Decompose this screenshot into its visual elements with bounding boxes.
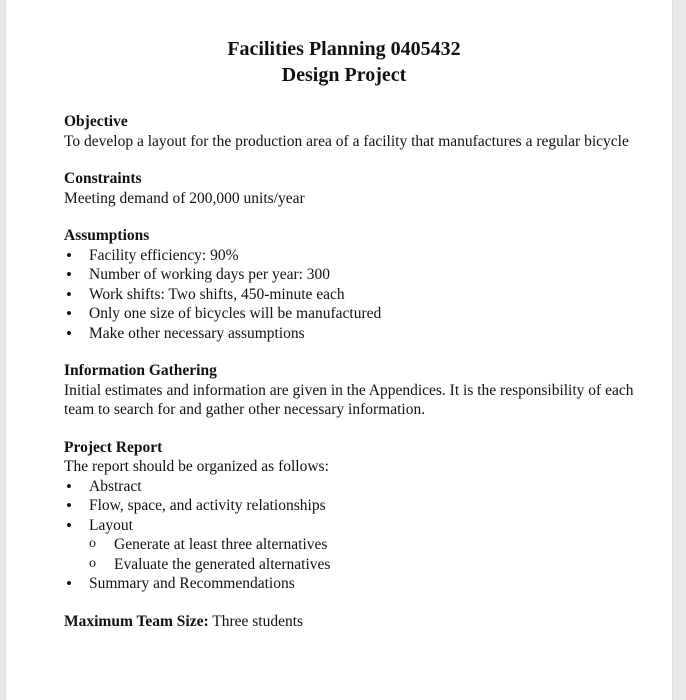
constraints-section: [64, 169, 644, 208]
information-heading: Information Gathering: [64, 362, 217, 379]
list-item: • Work shifts: Two shifts, 450-minute each: [64, 285, 644, 305]
team-size-value: Three students: [212, 612, 304, 630]
sub-list-item: o Evaluate the generated alternatives: [89, 555, 644, 575]
layout-sublist: [89, 535, 644, 574]
list-item: • Number of working days per year: 300: [64, 265, 644, 285]
report-section: [64, 438, 644, 594]
team-size-label: Maximum Team Size:: [64, 612, 209, 630]
objective-section: [64, 112, 644, 151]
list-item: • Facility efficiency: 90%: [64, 246, 644, 266]
list-item: • Make other necessary assumptions: [64, 324, 644, 344]
information-text: Initial estimates and information are given in the Appendices. It is the responsibility of each team to search for and gather other necessary information.: [64, 381, 634, 418]
objective-text: To develop a layout for the production area of a facility that manufactures a regular bicycle: [64, 132, 629, 150]
list-item-layout: [64, 516, 644, 575]
report-heading: Project Report: [64, 438, 163, 456]
title-line-2: Design Project: [281, 64, 407, 86]
information-section: [64, 361, 644, 420]
list-item: • Summary and Recommendations: [64, 574, 644, 594]
assumptions-section: [64, 226, 644, 343]
assumptions-heading: Assumptions: [64, 227, 150, 244]
list-item: • Only one size of bicycles will be manufactured: [64, 304, 644, 324]
document-title: [64, 36, 644, 88]
assumptions-list: [64, 246, 644, 344]
list-item: • Flow, space, and activity relationships: [64, 496, 644, 516]
report-list: [64, 477, 644, 594]
constraints-text: Meeting demand of 200,000 units/year: [64, 189, 305, 207]
document-page: [6, 0, 672, 700]
sub-list-item: o Generate at least three alternatives: [89, 535, 644, 555]
list-item: • Abstract: [64, 477, 644, 497]
objective-heading: Objective: [64, 113, 128, 130]
team-size-section: [64, 612, 644, 632]
title-line-1: Facilities Planning 0405432: [227, 38, 461, 60]
layout-label: Layout: [89, 516, 133, 534]
report-intro: The report should be organized as follows:: [64, 458, 329, 475]
document-body: [64, 36, 644, 631]
constraints-heading: Constraints: [64, 170, 142, 187]
